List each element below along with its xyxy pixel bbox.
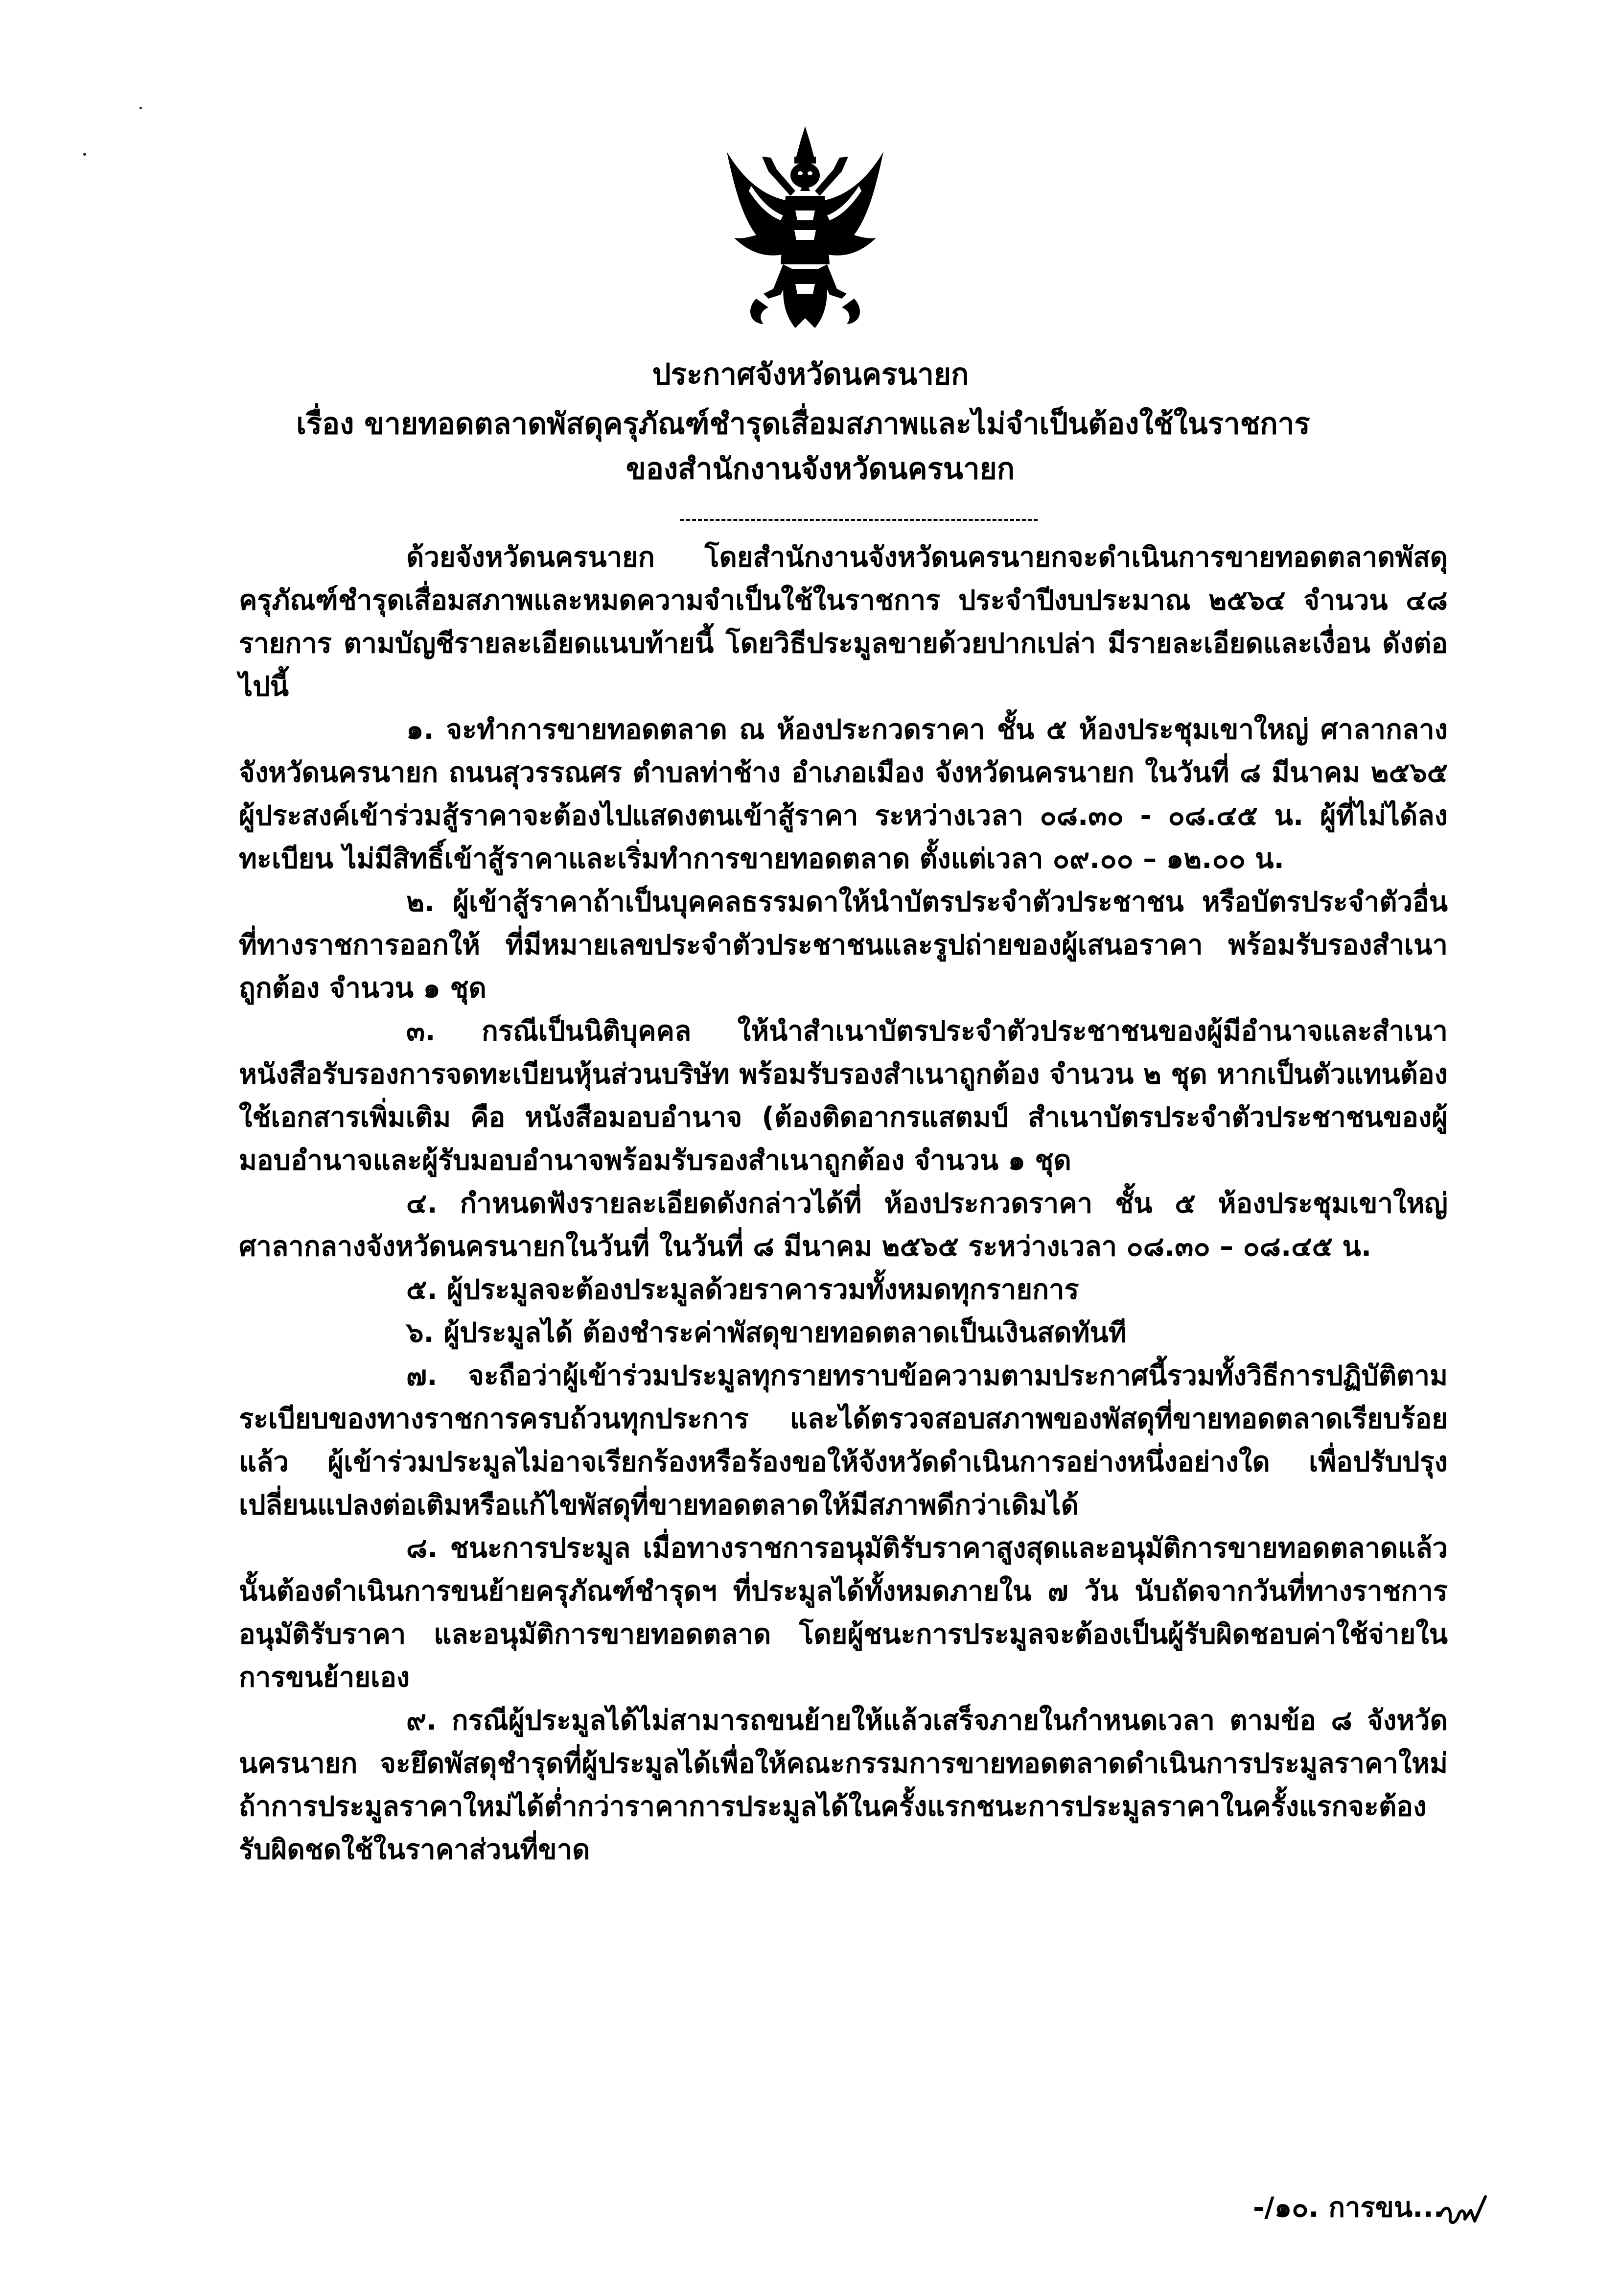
continuation-marker: -/๑๐. การขน... — [1253, 2192, 1444, 2224]
clause-paragraph: ๓. กรณีเป็นนิติบุคคล ให้นำสำเนาบัตรประจำตัวประชาชนของผู้มีอำนาจและสำเนาหนังสือรับรองการจดทะเบียนหุ้นส่วนบริษัท พร้อมรับรองสำเนาถูกต้อง จำนวน ๒ ชุด หากเป็นตัวแทนต้องใช้เอกสารเพิ่มเติม คือ หนังสือมอบอำนาจ (ต้องติดอากรแสตมป์ สำเนาบัตรประจำตัวประชาชนของผู้มอบอำนาจและผู้รับมอบอำนาจพร้อมรับรองสำเนาถูกต้อง จำนวน ๑ ชุด — [239, 1015, 1448, 1176]
clause-paragraph: ๔. กำหนดฟังรายละเอียดดังกล่าวได้ที่ ห้องประกวดราคา ชั้น ๕ ห้องประชุมเขาใหญ่ ศาลากลางจังหวัดนครนายกในวันที่ ในวันที่ ๘ มีนาคม ๒๕๖๕ ระหว่างเวลา ๐๘.๓๐ – ๐๘.๔๕ น. — [239, 1188, 1448, 1263]
subject-line: เรื่อง ขายทอดตลาดพัสดุครุภัณฑ์ชำรุดเสื่อมสภาพและไม่จำเป็นต้องใช้ในราชการ — [296, 407, 1310, 441]
clause-paragraph: ๙. กรณีผู้ประมูลได้ไม่สามารถขนย้ายให้แล้วเสร็จภายในกำหนดเวลา ตามข้อ ๘ จังหวัดนครนายก จะยึดพัสดุชำรุดที่ผู้ประมูลได้เพื่อให้คณะกรรมการขายทอดตลาดดำเนินการประมูลราคาใหม่ ถ้าการประมูลราคาใหม่ได้ต่ำกว่าราคาการประมูลได้ในครั้งแรกชนะการประมูลราคาในครั้งแรกจะต้องรับผิดชดใช้ในราคาส่วนที่ขาด — [239, 1705, 1448, 1866]
subject-line: ของสำนักงานจังหวัดนครนายก — [625, 452, 1015, 486]
clause-paragraph: ๑. จะทำการขายทอดตลาด ณ ห้องประกวดราคา ชั้น ๕ ห้องประชุมเขาใหญ่ ศาลากลางจังหวัดนครนายก ถนนสุวรรณศร ตำบลท่าช้าง อำเภอเมือง จังหวัดนครนายก ในวันที่ ๘ มีนาคม ๒๕๖๕ ผู้ประสงค์เข้าร่วมสู้ราคาจะต้องไปแสดงตนเข้าสู้ราคา ระหว่างเวลา ๐๘.๓๐ - ๐๘.๔๕ น. ผู้ที่ไม่ได้ลงทะเบียน ไม่มีสิทธิ์เข้าสู้ราคาและเริ่มทำการขายทอดตลาด ตั้งแต่เวลา ๐๙.๐๐ – ๑๒.๐๐ น. — [239, 714, 1448, 875]
announcement-body — [239, 536, 1448, 1872]
clause-paragraph: ๗. จะถือว่าผู้เข้าร่วมประมูลทุกรายทราบข้อความตามประกาศนี้รวมทั้งวิธีการปฏิบัติตามระเบียบของทางราชการครบถ้วนทุกประการ และได้ตรวจสอบสภาพของพัสดุที่ขายทอดตลาดเรียบร้อยแล้ว ผู้เข้าร่วมประมูลไม่อาจเรียกร้องหรือร้องขอให้จังหวัดดำเนินการอย่างหนึ่งอย่างใด เพื่อปรับปรุง เปลี่ยนแปลงต่อเติมหรือแก้ไขพัสดุที่ขายทอดตลาดให้มีสภาพดีกว่าเดิมได้ — [239, 1360, 1448, 1521]
clause-paragraph: ๕. ผู้ประมูลจะต้องประมูลด้วยราคารวมทั้งหมดทุกรายการ — [406, 1274, 1079, 1306]
document-title: ประกาศจังหวัดนครนายก — [652, 357, 969, 392]
intro-paragraph: ด้วยจังหวัดนครนายก โดยสำนักงานจังหวัดนครนายกจะดำเนินการขายทอดตลาดพัสดุครุภัณฑ์ชำรุดเสื่อมสภาพและหมดความจำเป็นใช้ในราชการ ประจำปีงบประมาณ ๒๕๖๔ จำนวน ๔๘ รายการ ตามบัญชีรายละเอียดแนบท้ายนี้ โดยวิธีประมูลขายด้วยปากเปล่า มีรายละเอียดและเงื่อน ดังต่อไปนี้ — [239, 541, 1448, 703]
scan-speck — [139, 107, 142, 109]
clause-paragraph: ๘. ชนะการประมูล เมื่อทางราชการอนุมัติรับราคาสูงสุดและอนุมัติการขายทอดตลาดแล้วนั้นต้องดำเนินการขนย้ายครุภัณฑ์ชำรุดฯ ที่ประมูลได้ทั้งหมดภายใน ๗ วัน นับถัดจากวันที่ทางราชการอนุมัติรับราคา และอนุมัติการขายทอดตลาด โดยผู้ชนะการประมูลจะต้องเป็นผู้รับผิดชอบค่าใช้จ่ายในการขนย้ายเอง — [239, 1532, 1448, 1693]
clause-paragraph: ๒. ผู้เข้าสู้ราคาถ้าเป็นบุคคลธรรมดาให้นำบัตรประจำตัวประชาชน หรือบัตรประจำตัวอื่นที่ทางราชการออกให้ ที่มีหมายเลขประจำตัวประชาชนและรูปถ่ายของผู้เสนอราคา พร้อมรับรองสำเนาถูกต้อง จำนวน ๑ ชุด — [239, 886, 1448, 1004]
garuda-emblem-icon — [722, 122, 888, 338]
handwritten-initials-icon — [1436, 2191, 1490, 2230]
document-subject — [147, 401, 1474, 492]
clause-paragraph: ๖. ผู้ประมูลได้ ต้องชำระค่าพัสดุขายทอดตลาดเป็นเงินสดทันที — [406, 1317, 1127, 1349]
scan-speck — [83, 153, 86, 156]
header-divider — [680, 519, 1038, 521]
